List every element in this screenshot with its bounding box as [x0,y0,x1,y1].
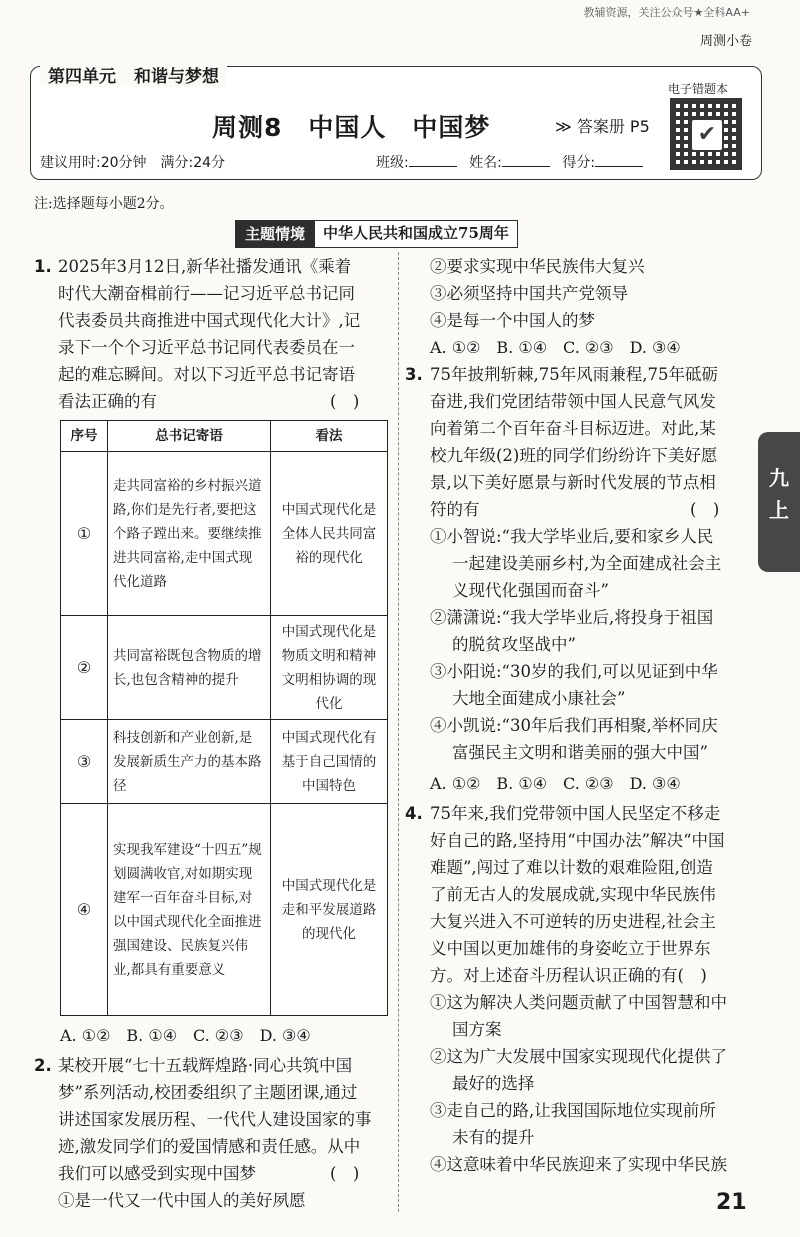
row-view: 中国式现代化是走和平发展道路的现代化 [271,804,388,1016]
answer-reference: ≫ 答案册 P5 [555,117,650,136]
q2-item: ④是每一个中国人的梦 [430,311,595,330]
q1-line: 起的难忘瞬间。对以下习近平总书记寄语 [58,365,355,384]
q2-line: 迹,激发同学们的爱国情感和责任感。从中 [58,1137,361,1156]
q1-line: 时代大潮奋楫前行——记习近平总书记同 [58,284,355,303]
q2-line: 某校开展“七十五载辉煌路·同心共筑中国 [58,1056,353,1075]
table-header-row [61,421,388,452]
q3-line: 75年披荆斩棘,75年风雨兼程,75年砥砺 [430,365,718,384]
q2-line: 讲述国家发展历程、一代代人建设国家的事 [58,1110,372,1129]
table-row [61,720,388,804]
side-tab-char: 上 [769,498,789,522]
theme-banner [235,220,518,248]
q4-item: ②这为广大发展中国家实现现代化提供了 [430,1047,727,1066]
q4-item: ④这意味着中华民族迎来了实现中华民族 [430,1155,727,1174]
instruction-note: 注:选择题每小题2分。 [34,196,174,212]
column-header: 看法 [271,421,388,452]
q2-item: ②要求实现中华民族伟大复兴 [430,257,645,276]
q4-line: 义中国以更加雄伟的身姿屹立于世界东 [430,939,711,958]
q3-line: 校九年级(2)班的同学们纷纷许下美好愿 [430,446,718,465]
row-view: 中国式现代化有基于自己国情的中国特色 [271,720,388,804]
table-row [61,804,388,1016]
q4-line: 75年来,我们党带领中国人民坚定不移走 [430,804,721,823]
booklet-tag: 周测小卷 [699,34,752,49]
q1-line: 代表委员共商推进中国式现代化大计》,记 [58,311,361,330]
q3-line: 向着第二个百年奋斗目标迈进。对此,某 [430,419,716,438]
theme-label: 主题情境 [235,220,315,248]
q3-line: 奋进,我们党团结带领中国人民意气风发 [430,392,716,411]
q4-line: 难题”,闯过了难以计数的艰难险阻,创造 [430,858,713,877]
score-field[interactable] [595,166,643,167]
page-title: 周测8 中国人 中国梦 [212,113,491,142]
checkmark-icon: ✔ [690,118,724,152]
class-field[interactable] [409,166,457,167]
q4-item: ①这为解决人类问题贡献了中国智慧和中 [430,993,727,1012]
row-quote: 科技创新和产业创新,是发展新质生产力的基本路径 [108,720,271,804]
answer-paren[interactable]: ( ) [330,1164,360,1183]
student-info-row [376,152,651,172]
q3-item: ③小阳说:“30岁的我们,可以见证到中华 [430,662,718,681]
question-number: 2. [34,1056,52,1075]
table-row [61,616,388,720]
q4-line: 好自己的路,坚持用“中国办法”解决“中国 [430,831,725,850]
q2-item: ①是一代又一代中国人的美好夙愿 [58,1191,306,1210]
score-label: 得分: [562,155,596,171]
q3-item: 大地全面建成小康社会” [452,689,626,708]
name-label: 姓名: [469,155,502,171]
q4-item: 最好的选择 [452,1074,535,1093]
row-quote: 实现我军建设“十四五”规划圆满收官,对如期实现建军一百年奋斗目标,对以中国式现代化全面推进强国建设、民族复兴伟业,都具有重要意义 [108,804,271,1016]
q3-options[interactable]: A. ①② B. ①④ C. ②③ D. ③④ [430,774,681,793]
column-header: 序号 [61,421,108,452]
q4-item: 未有的提升 [452,1128,535,1147]
quote-table [60,420,388,1016]
name-field[interactable] [502,166,550,167]
q4-item: 国方案 [452,1020,502,1039]
watermark-note: 教辅资源，关注公众号★全科AA+ [583,6,750,19]
class-label: 班级: [376,155,409,171]
q4-line: 方。对上述奋斗历程认识正确的有( ) [430,966,707,985]
row-view: 中国式现代化是物质文明和精神文明相协调的现代化 [271,616,388,720]
q1-line: 2025年3月12日,新华社播发通讯《乘着 [58,257,352,276]
q3-item: ①小智说:“我大学毕业后,要和家乡人民 [430,527,714,546]
column-divider [398,252,399,1212]
row-number: ② [61,616,108,720]
row-quote: 共同富裕既包含物质的增长,也包含精神的提升 [108,616,271,720]
qr-code-icon[interactable] [670,98,742,170]
time-score-info: 建议用时:20分钟 满分:24分 [40,155,226,171]
q2-item: ③必须坚持中国共产党领导 [430,284,628,303]
unit-name: 和谐与梦想 [134,67,219,87]
question-number: 3. [405,365,423,384]
q4-item: ③走自己的路,让我国国际地位实现前所 [430,1101,716,1120]
unit-number: 第四单元 [48,67,116,87]
row-number: ③ [61,720,108,804]
q3-line: 景,以下美好愿景与新时代发展的节点相 [430,473,716,492]
ebook-label: 电子错题本 [668,82,729,96]
q3-item: 一起建设美丽乡村,为全面建成社会主 [452,554,722,573]
row-number: ① [61,452,108,616]
answer-paren[interactable]: ( ) [690,500,720,519]
q2-options[interactable]: A. ①② B. ①④ C. ②③ D. ③④ [430,338,681,357]
q3-item: ②潇潇说:“我大学毕业后,将投身于祖国 [430,608,714,627]
q3-line: 符的有 [430,500,480,519]
column-header: 总书记寄语 [108,421,271,452]
row-view: 中国式现代化是全体人民共同富裕的现代化 [271,452,388,616]
side-tab-char: 九 [769,466,789,490]
q3-item: 义现代化强国而奋斗” [452,581,609,600]
q3-item: 富强民主文明和谐美丽的强大中国” [452,743,708,762]
q3-item: ④小凯说:“30年后我们再相聚,举杯同庆 [430,716,718,735]
row-number: ④ [61,804,108,1016]
q2-line: 我们可以感受到实现中国梦 [58,1164,256,1183]
answer-paren[interactable]: ( ) [330,392,360,411]
q3-item: 的脱贫攻坚战中” [452,635,576,654]
q1-options[interactable]: A. ①② B. ①④ C. ②③ D. ③④ [60,1026,311,1045]
q4-line: 大复兴进入不可逆转的历史进程,社会主 [430,912,716,931]
table-row [61,452,388,616]
question-number: 4. [405,804,423,823]
q1-line: 看法正确的有 [58,392,157,411]
theme-text: 中华人民共和国成立75周年 [315,220,518,248]
q2-line: 梦”系列活动,校团委组织了主题团课,通过 [58,1083,358,1102]
grade-side-tab [758,432,800,572]
q1-line: 录下一个个习近平总书记同代表委员在一 [58,338,355,357]
page-number: 21 [716,1190,747,1215]
unit-heading [40,62,227,87]
q4-line: 了前无古人的发展成就,实现中华民族伟 [430,885,716,904]
row-quote: 走共同富裕的乡村振兴道路,你们是先行者,要把这个路子蹚出来。要继续推进共同富裕,走中国式现代化道路 [108,452,271,616]
question-number: 1. [34,257,52,276]
